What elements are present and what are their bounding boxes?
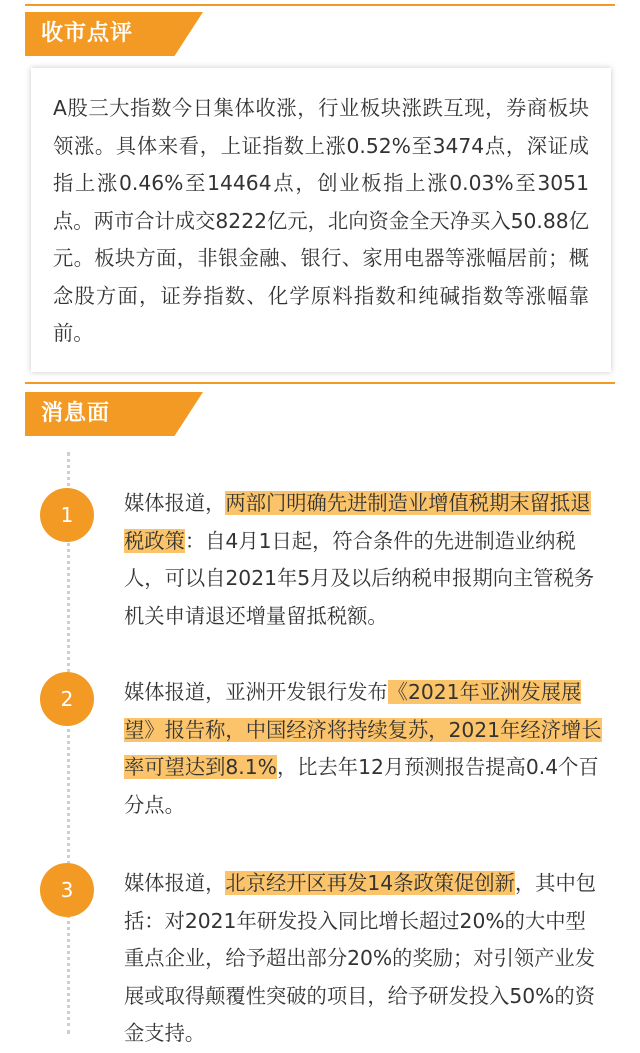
news-number-badge: 2 — [40, 672, 94, 726]
summary-card — [31, 68, 611, 372]
news-item — [124, 865, 602, 1053]
news-highlight: 《2021年亚洲发展展望》报告称，中国经济将持续复苏，2021年经济增长率可望达到8.1% — [124, 680, 602, 779]
news-prefix: 媒体报道，亚洲开发银行发布 — [124, 680, 388, 704]
news-number-badge: 1 — [40, 488, 94, 542]
summary-text: A股三大指数今日集体收涨，行业板块涨跌互现，券商板块领涨。具体来看，上证指数上涨0.52%至3474点，深证成指上涨0.46%至14464点，创业板指上涨0.03%至3051点。两市合计成交8222亿元，北向资金全天净买入50.88亿元。板块方面，非银金融、银行、家用电器等涨幅居前；概念股方面，证券指数、化学原料指数和纯碱指数等涨幅靠前。 — [53, 96, 589, 345]
news-highlight: 北京经开区再发14条政策促创新 — [225, 871, 515, 895]
news-section-header — [25, 392, 615, 436]
summary-section-header — [25, 12, 615, 56]
news-highlight: 两部门明确先进制造业增值税期末留抵退税政策 — [124, 491, 591, 553]
header-divider — [25, 382, 615, 384]
news-section-title: 消息面 — [41, 401, 111, 426]
news-prefix: 媒体报道， — [124, 491, 226, 515]
news-item — [124, 674, 602, 824]
news-suffix: ，比去年12月预测报告提高0.4个百分点。 — [124, 755, 599, 817]
header-divider — [25, 4, 615, 6]
news-suffix: ：自4月1日起，符合条件的先进制造业纳税人，可以自2021年5月及以后纳税申报期向主管税务机关申请退还增量留抵税额。 — [124, 528, 595, 628]
news-number-badge: 3 — [40, 863, 94, 917]
news-prefix: 媒体报道， — [124, 871, 226, 895]
news-item — [124, 485, 602, 635]
summary-section-title: 收市点评 — [41, 21, 134, 46]
news-suffix: ，其中包括：对2021年研发投入同比增长超过20%的大中型重点企业，给予超出部分20%的奖励；对引领产业发展或取得颠覆性突破的项目，给予研发投入50%的资金支持。 — [124, 871, 597, 1045]
